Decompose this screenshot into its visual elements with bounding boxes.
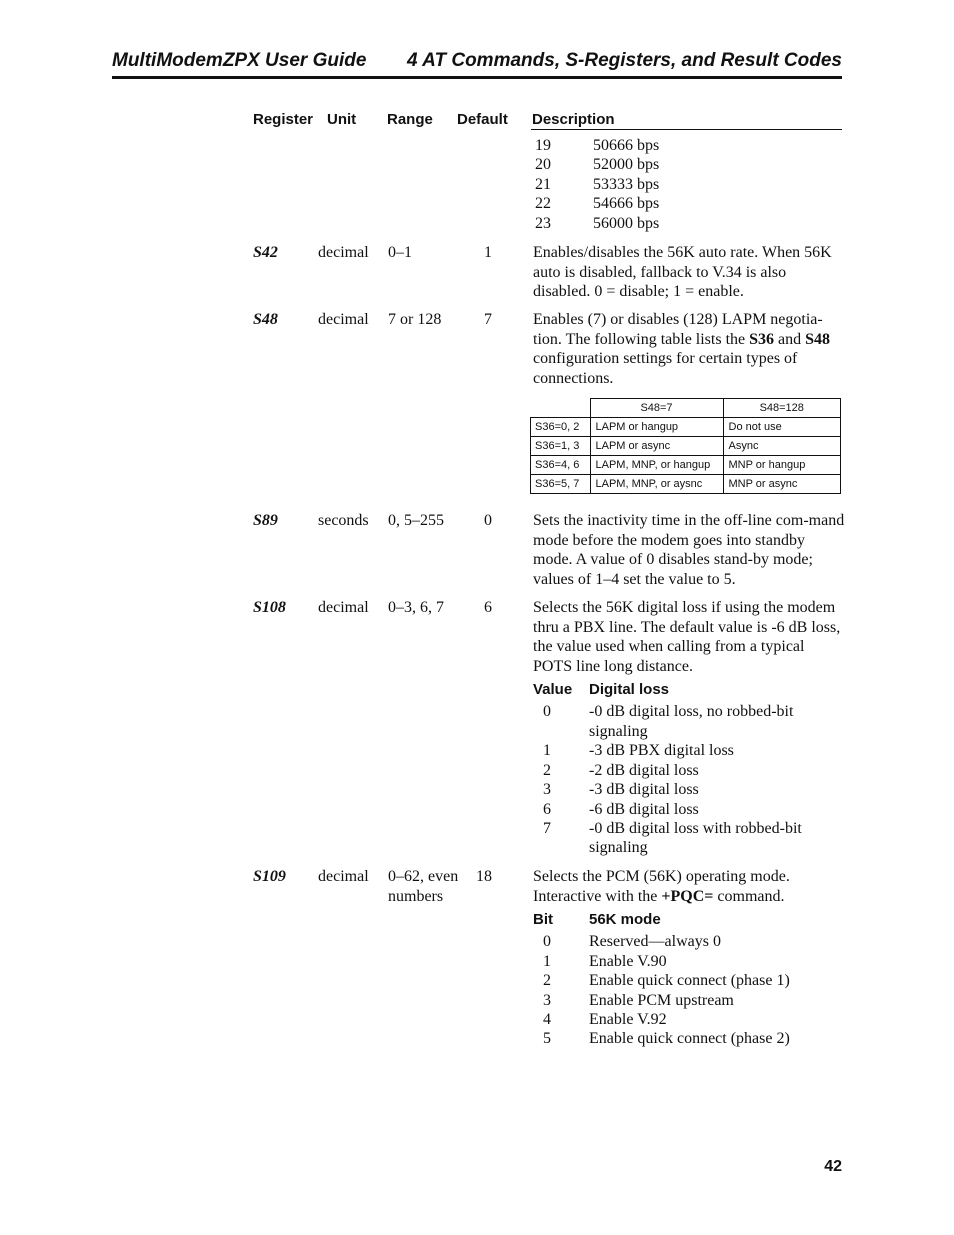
list-item-text: -6 dB digital loss bbox=[589, 801, 699, 818]
list-item-text: -2 dB digital loss bbox=[589, 762, 699, 779]
table-cell: MNP or hangup bbox=[723, 456, 841, 475]
list-item-value: 6 bbox=[543, 801, 551, 818]
column-header-unit: Unit bbox=[327, 111, 357, 128]
list-item-text: Reserved—always 0 bbox=[589, 933, 721, 950]
list-item-text: Enable quick connect (phase 2) bbox=[589, 1030, 790, 1047]
register-default: 7 bbox=[484, 311, 492, 328]
list-item-value: 3 bbox=[543, 781, 551, 798]
table-column-header: S48=7 bbox=[590, 399, 723, 418]
column-header-default: Default bbox=[457, 111, 508, 128]
rate-value: 50666 bps bbox=[593, 137, 660, 154]
guide-title: MultiModemZPX User Guide bbox=[112, 50, 367, 71]
table-row bbox=[531, 475, 841, 494]
list-item-value: 7 bbox=[543, 820, 551, 837]
column-header-description: Description bbox=[532, 111, 615, 128]
list-item-value: 1 bbox=[543, 742, 551, 759]
table-cell: LAPM or hangup bbox=[590, 418, 723, 437]
rate-value: 53333 bps bbox=[593, 176, 660, 193]
register-default: 0 bbox=[484, 512, 492, 529]
table-row-label: S36=4, 6 bbox=[531, 456, 591, 475]
register-unit: decimal bbox=[318, 244, 369, 261]
rate-code: 20 bbox=[535, 156, 551, 173]
register-unit: seconds bbox=[318, 512, 369, 529]
rate-code: 23 bbox=[535, 215, 551, 232]
list-item-value: 3 bbox=[543, 992, 551, 1009]
list-item-text: signaling bbox=[589, 839, 648, 856]
list-item-value: 2 bbox=[543, 972, 551, 989]
register-range: 0–62, even bbox=[388, 868, 459, 885]
list-item-value: 1 bbox=[543, 953, 551, 970]
list-item-text: Enable PCM upstream bbox=[589, 992, 734, 1009]
list-item-value: 0 bbox=[543, 933, 551, 950]
table-row-label: S36=5, 7 bbox=[531, 475, 591, 494]
register-name: S42 bbox=[253, 244, 278, 261]
register-description: Enables/disables the 56K auto rate. When 56K auto is disabled, fallback to V.34 is also disabled. 0 = disable; 1 = enable. bbox=[533, 244, 832, 301]
chapter-title: 4 AT Commands, S-Registers, and Result Codes bbox=[407, 50, 842, 71]
register-range: 0, 5–255 bbox=[388, 512, 444, 529]
register-description: Sets the inactivity time in the off-line com-mand mode before the modem goes into standby mode. A value of 0 disables stand-by mode; values of 1–4 set the value to 5. bbox=[533, 512, 845, 588]
page-number: 42 bbox=[824, 1158, 842, 1175]
table-cell: LAPM, MNP, or aysnc bbox=[590, 475, 723, 494]
register-unit: decimal bbox=[318, 599, 369, 616]
list-item-text: -3 dB digital loss bbox=[589, 781, 699, 798]
list-item-text: -0 dB digital loss with robbed-bit bbox=[589, 820, 802, 837]
register-range: 0–3, 6, 7 bbox=[388, 599, 444, 616]
register-description: Selects the 56K digital loss if using the modem thru a PBX line. The default value is -6 dB loss, the value used when calling from a typical POTS line long distance. bbox=[533, 599, 841, 675]
table-row bbox=[531, 456, 841, 475]
list-item-value: 2 bbox=[543, 762, 551, 779]
list-item-text: -0 dB digital loss, no robbed-bit bbox=[589, 703, 794, 720]
register-unit: decimal bbox=[318, 868, 369, 885]
table-row bbox=[531, 418, 841, 437]
list-header-value: Bit bbox=[533, 911, 553, 928]
register-default: 18 bbox=[476, 868, 492, 885]
list-item-text: signaling bbox=[589, 723, 648, 740]
register-range: 0–1 bbox=[388, 244, 412, 261]
table-row-label: S36=1, 3 bbox=[531, 437, 591, 456]
table-row-label: S36=0, 2 bbox=[531, 418, 591, 437]
list-item-text: Enable V.90 bbox=[589, 953, 667, 970]
register-description: Selects the PCM (56K) operating mode. Interactive with the +PQC= command. bbox=[533, 868, 790, 905]
table-cell: LAPM or async bbox=[590, 437, 723, 456]
list-item-value: 4 bbox=[543, 1011, 551, 1028]
list-header-meaning: Digital loss bbox=[589, 681, 670, 698]
register-description: Enables (7) or disables (128) LAPM negotia-tion. The following table lists the S36 and S48 configuration settings for certain types of connections. bbox=[533, 311, 831, 387]
register-name: S108 bbox=[253, 599, 286, 616]
table-cell: LAPM, MNP, or hangup bbox=[590, 456, 723, 475]
rate-code: 22 bbox=[535, 195, 551, 212]
list-item-value: 5 bbox=[543, 1030, 551, 1047]
register-default: 6 bbox=[484, 599, 492, 616]
rate-code: 19 bbox=[535, 137, 551, 154]
table-cell: Do not use bbox=[723, 418, 841, 437]
register-default: 1 bbox=[484, 244, 492, 261]
list-item-text: Enable quick connect (phase 1) bbox=[589, 972, 790, 989]
description-rule bbox=[531, 129, 842, 130]
list-item-text: Enable V.92 bbox=[589, 1011, 667, 1028]
table-row bbox=[531, 437, 841, 456]
register-name: S89 bbox=[253, 512, 278, 529]
register-range: 7 or 128 bbox=[388, 311, 442, 328]
rate-value: 52000 bps bbox=[593, 156, 660, 173]
rate-value: 54666 bps bbox=[593, 195, 660, 212]
list-header-meaning: 56K mode bbox=[589, 911, 661, 928]
table-header-row bbox=[531, 399, 841, 418]
list-item-text: -3 dB PBX digital loss bbox=[589, 742, 734, 759]
register-name: S109 bbox=[253, 868, 286, 885]
register-name: S48 bbox=[253, 311, 278, 328]
list-header-value: Value bbox=[533, 681, 573, 698]
column-header-range: Range bbox=[387, 111, 433, 128]
list-item-value: 0 bbox=[543, 703, 551, 720]
s36-s48-config-table bbox=[530, 398, 841, 494]
table-cell: MNP or async bbox=[723, 475, 841, 494]
rate-code: 21 bbox=[535, 176, 551, 193]
column-header-register: Register bbox=[253, 111, 314, 128]
register-range: numbers bbox=[388, 888, 444, 905]
table-cell: Async bbox=[723, 437, 841, 456]
page-header bbox=[112, 48, 842, 79]
rate-value: 56000 bps bbox=[593, 215, 660, 232]
table-column-header: S48=128 bbox=[723, 399, 841, 418]
register-unit: decimal bbox=[318, 311, 369, 328]
